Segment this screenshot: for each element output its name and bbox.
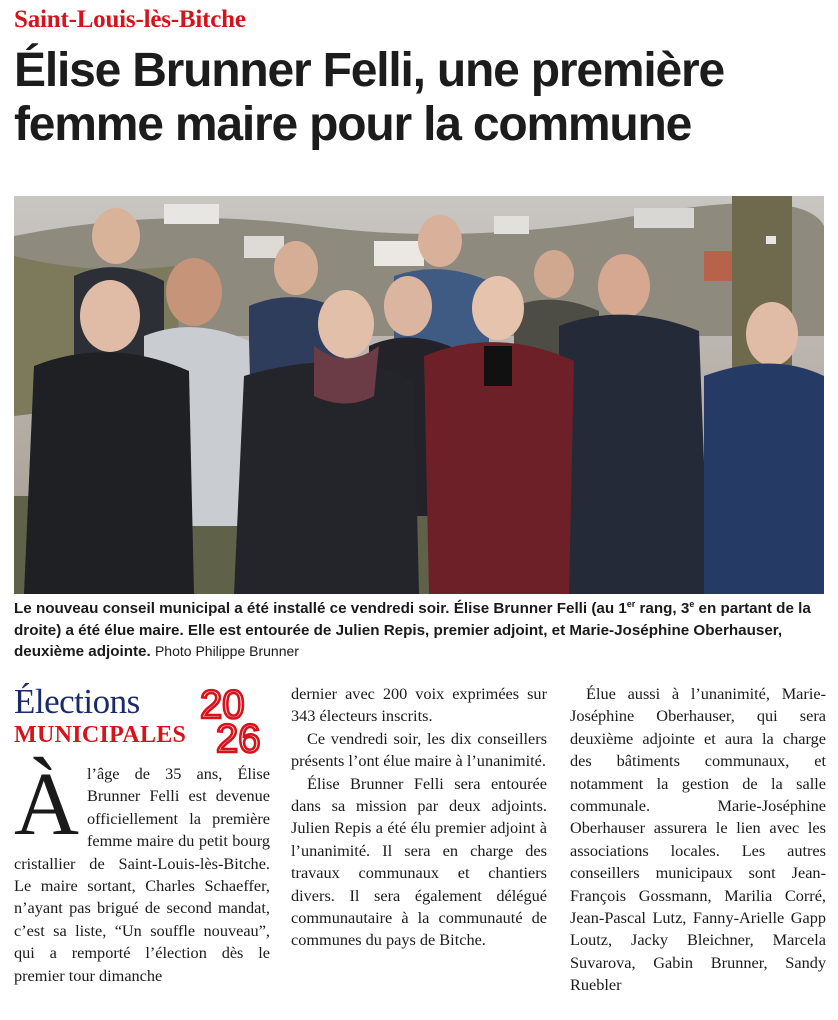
photo-credit: Photo Philippe Brunner (154, 643, 299, 659)
paragraph: Ce vendredi soir, les dix conseillers présents l’ont élue maire à l’unanimité. (291, 728, 547, 771)
headline: Élise Brunner Felli, une première femme maire pour la commune (14, 44, 724, 151)
paragraph (14, 755, 270, 987)
caption-sup-2: e (689, 598, 695, 609)
photo-caption (14, 598, 828, 663)
logo-year (198, 682, 278, 758)
paragraph: Élise Brunner Felli sera entourée dans sa mission par deux adjoints. Julien Repis a été élu premier adjoint à l’unanimité. Il sera en charge des travaux communaux et chantiers divers. Il sera également délégué communautaire à la communauté de communes du pays de Bitche. (291, 773, 547, 950)
caption-text-2: rang, 3 (635, 600, 690, 617)
article-column-1 (14, 755, 270, 987)
group-photo (14, 196, 824, 594)
paragraph-text: l’âge de 35 ans, Élise Brunner Felli est devenue officiellement la première femme maire du petit bourg cristallier de Saint-Louis-lès-Bitche. Le maire sortant, Charles Schaeffer, n’ayant pas brigué de second mandat, c’est sa liste, “Un souffle nouveau”, qui a remporté l’élection dès le premier tour dimanche (14, 764, 270, 985)
caption-sup-1: er (626, 598, 636, 609)
logo-year-bottom: 26 (216, 717, 261, 758)
caption-text-1: Le nouveau conseil municipal a été installé ce vendredi soir. Élise Brunner Felli (au 1 (14, 600, 627, 617)
drop-cap: À (14, 755, 79, 854)
article-column-3 (570, 683, 826, 997)
article-column-2 (291, 683, 547, 952)
logo-year-top: 20 (200, 683, 245, 727)
logo-municipales: MUNICIPALES (14, 722, 187, 748)
paragraph: Élue aussi à l’unanimité, Marie-Joséphine Oberhauser, qui sera deuxième adjointe et aura la charge des bâtiments communaux, et notamment la gestion de la salle communale. Marie-Joséphine Oberhauser assurera le lien avec les associations locales. Les autres conseillers municipaux sont Jean-François Gossmann, Marilia Corré, Jean-Pascal Lutz, Fanny-Arielle Gapp Loutz, Jacky Bleichner, Marcela Suvarova, Gabin Brunner, Sandy Ruebler (570, 684, 826, 995)
elections-logo (14, 682, 276, 758)
paragraph: dernier avec 200 voix exprimées sur 343 électeurs inscrits. (291, 684, 547, 726)
section-kicker: Saint-Louis-lès-Bitche (14, 6, 246, 33)
logo-elections: Élections (14, 682, 140, 721)
caption-text-3: en partant de la droite) a été élue maire. Elle est entourée de Julien Repis, premier adjoint, et Marie-Joséphine Oberhauser, deuxième adjointe. (14, 600, 811, 660)
